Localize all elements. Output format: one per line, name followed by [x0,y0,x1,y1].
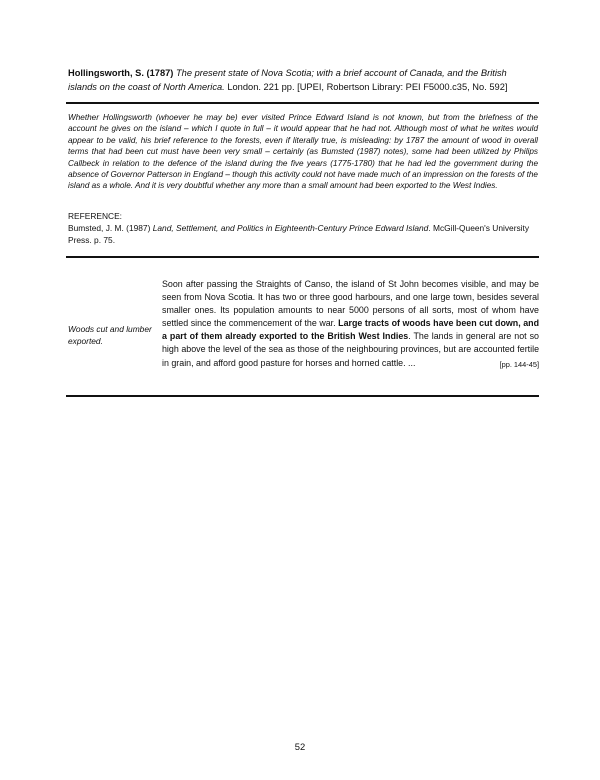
divider-top [66,102,539,104]
reference-author: Bumsted, J. M. (1987) [68,223,151,233]
reference-title: Land, Settlement, and Politics in Eighteenth-Century Prince Edward Island [152,223,429,233]
reference-heading: REFERENCE: [68,211,122,221]
reference-publisher: . McGill-Queen's University Press. p. 75. [68,223,530,245]
excerpt-text-bold: Large tracts of woods have been cut down, and a part of them already exported to the British West Indies [162,318,539,342]
reference-entry [68,222,538,246]
citation-author: Hollingsworth, S. (1787) [68,68,174,78]
commentary-paragraph: Whether Hollingsworth (whoever he may be) ever visited Prince Edward Island is not known, but from the briefness of the account he gives on the island – which I quote in full – it would appear that he had not. Although most of what he writes would appear to be valid, his brief reference to the forests, even if literally true, is misleading: by 1787 the amount of wood in overall terms that had been cut must have been very small – certainly (as Bumsted (1987) notes), some had been utilized by Philips Callbeck in relation to the defence of the island during the five years (1775-1780) that he had led the government during the absence of Governor Patterson in England – though this activity could not have made much of an impression on the forests of the island as a whole. And it is very doubtful whether any more than a small amount had been exported to the West Indies. [68,113,538,191]
divider-bottom [66,395,539,397]
citation-details: London. 221 pp. [UPEI, Robertson Library: PEI F5000.c35, No. 592] [227,82,508,92]
margin-note: Woods cut and lumber exported. [68,324,152,346]
excerpt-text-after: . The lands in general are not so high above the level of the sea as those of the neighbouring provinces, but are accounted fertile in grain, and afford good pasture for horses and horned cattle. ... [162,331,539,368]
excerpt-text-before: Soon after passing the Straights of Canso, the island of St John becomes visible, and may be seen from Nova Scotia. It has two or three good harbours, and one large town, besides several smaller ones. Its population amounts to near 5000 persons of all sorts, most of whom have settled since the commencement of the war. [162,279,539,329]
divider-middle [66,256,539,258]
excerpt-page-reference: [pp. 144-45] [499,359,539,369]
page-number: 52 [294,741,306,752]
quoted-excerpt [162,278,539,371]
bibliographic-citation [68,66,538,94]
citation-title: The present state of Nova Scotia; with a brief account of Canada, and the British islands on the coast of North America. [68,68,507,92]
